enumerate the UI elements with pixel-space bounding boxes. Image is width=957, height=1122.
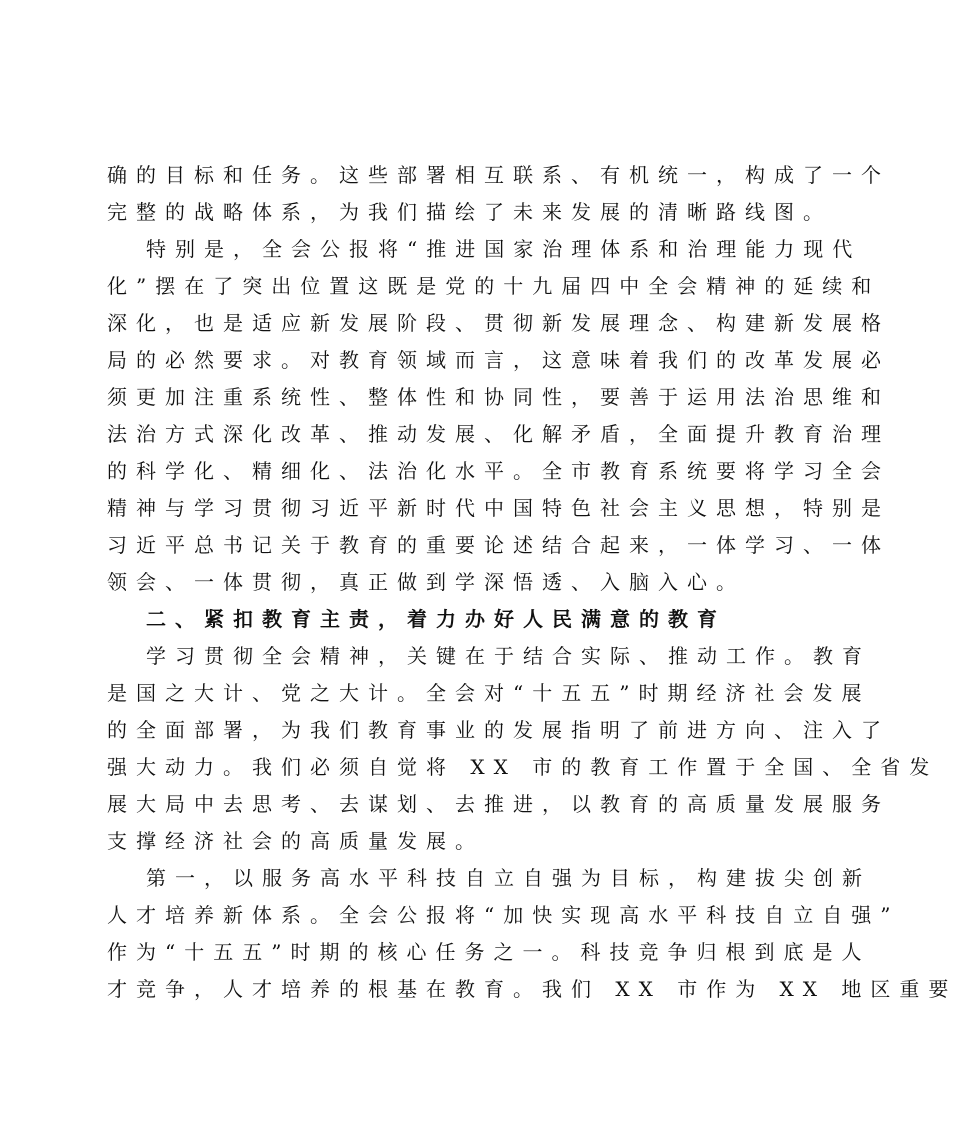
text-line: 才竞争，人才培养的根基在教育。我们 XX 市作为 XX 地区重要: [107, 977, 957, 1001]
document-page: [107, 157, 957, 1008]
text-line: 须更加注重系统性、整体性和协同性，要善于运用法治思维和: [107, 385, 890, 409]
text-line: 人才培养新体系。全会公报将“加快实现高水平科技自立自强”: [107, 903, 900, 927]
paragraph: [107, 860, 957, 1008]
text-line: 二、紧扣教育主责，着力办好人民满意的教育: [146, 607, 726, 631]
text-line: 展大局中去思考、去谋划、去推进，以教育的高质量发展服务: [107, 792, 890, 816]
text-line: 支撑经济社会的高质量发展。: [107, 829, 484, 853]
text-line: 化”摆在了突出位置这既是党的十九届四中全会精神的延续和: [107, 274, 881, 298]
text-line: 特别是，全会公报将“推进国家治理体系和治理能力现代: [146, 237, 862, 261]
paragraph: [107, 231, 890, 601]
text-line: 完整的战略体系，为我们描绘了未来发展的清晰路线图。: [107, 200, 832, 224]
text-line: 学习贯彻全会精神，关键在于结合实际、推动工作。教育: [146, 644, 871, 668]
text-line: 的全面部署，为我们教育事业的发展指明了前进方向、注入了: [107, 718, 890, 742]
text-line: 是国之大计、党之大计。全会对“十五五”时期经济社会发展: [107, 681, 871, 705]
paragraph: [107, 157, 890, 231]
text-line: 作为“十五五”时期的核心任务之一。科技竞争归根到底是人: [107, 940, 871, 964]
text-line: 习近平总书记关于教育的重要论述结合起来，一体学习、一体: [107, 533, 890, 557]
section-heading: [107, 601, 726, 638]
text-line: 法治方式深化改革、推动发展、化解矛盾，全面提升教育治理: [107, 422, 890, 446]
text-line: 确的目标和任务。这些部署相互联系、有机统一，构成了一个: [107, 163, 890, 187]
text-line: 深化，也是适应新发展阶段、贯彻新发展理念、构建新发展格: [107, 311, 890, 335]
text-line: 的科学化、精细化、法治化水平。全市教育系统要将学习全会: [107, 459, 890, 483]
text-line: 精神与学习贯彻习近平新时代中国特色社会主义思想，特别是: [107, 496, 890, 520]
text-line: 局的必然要求。对教育领域而言，这意味着我们的改革发展必: [107, 348, 890, 372]
text-line: 第一，以服务高水平科技自立自强为目标，构建拔尖创新: [146, 866, 871, 890]
text-line: 强大动力。我们必须自觉将 XX 市的教育工作置于全国、全省发: [107, 755, 939, 779]
paragraph: [107, 638, 939, 860]
text-line: 领会、一体贯彻，真正做到学深悟透、入脑入心。: [107, 570, 745, 594]
